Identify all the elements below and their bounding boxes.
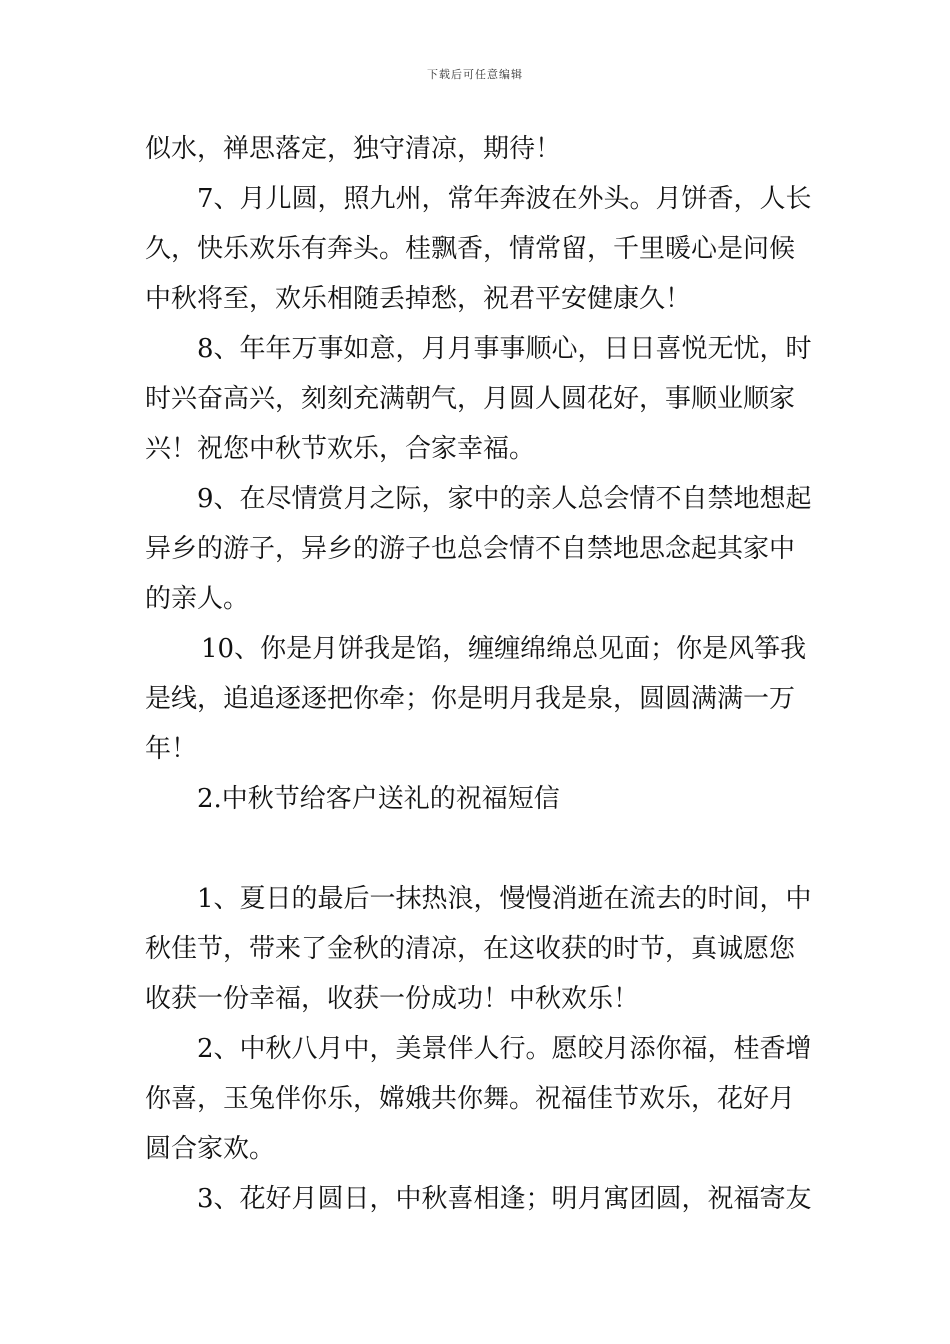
text-line: 7、月儿圆，照九州，常年奔波在外头。月饼香，人长 (197, 184, 812, 214)
text-line: 秋佳节，带来了金秋的清凉，在这收获的时节，真诚愿您 (145, 934, 796, 964)
text-line: 你喜，玉兔伴你乐，嫦娥共你舞。祝福佳节欢乐，花好月 (145, 1084, 796, 1114)
text-line: 8、年年万事如意，月月事事顺心，日日喜悦无忧，时 (197, 334, 812, 364)
text-line: 异乡的游子，异乡的游子也总会情不自禁地思念起其家中 (145, 534, 796, 564)
text-line: 时兴奋高兴，刻刻充满朝气，月圆人圆花好，事顺业顺家 (145, 384, 796, 414)
blank-line (145, 824, 815, 874)
text-line: 圆合家欢。 (145, 1134, 276, 1164)
text-line: 中秋将至，欢乐相随丢掉愁，祝君平安健康久！ (145, 284, 692, 314)
text-line: 1、夏日的最后一抹热浪，慢慢消逝在流去的时间，中 (197, 884, 812, 914)
text-line: 3、花好月圆日，中秋喜相逢；明月寓团圆，祝福寄友 (197, 1184, 812, 1214)
section-heading: 2.中秋节给客户送礼的祝福短信 (197, 784, 560, 814)
text-line: 是线，追追逐逐把你牵；你是明月我是泉，圆圆满满一万 (145, 684, 796, 714)
text-line: 收获一份幸福，收获一份成功！中秋欢乐！ (145, 984, 640, 1014)
page-header: 下载后可任意编辑 (427, 68, 523, 81)
text-line: 似水，禅思落定，独守清凉，期待！ (145, 134, 562, 164)
document-body (145, 124, 815, 1224)
text-line: 年！ (145, 734, 198, 764)
text-line: 久，快乐欢乐有奔头。桂飘香，情常留，千里暖心是问候 (145, 234, 796, 264)
text-line: 10、你是月饼我是馅，缠缠绵绵总见面；你是风筝我 (201, 634, 807, 664)
text-line: 的亲人。 (145, 584, 250, 614)
text-line: 2、中秋八月中，美景伴人行。愿皎月添你福，桂香增 (197, 1034, 812, 1064)
text-line: 兴！祝您中秋节欢乐，合家幸福。 (145, 434, 536, 464)
text-line: 9、在尽情赏月之际，家中的亲人总会情不自禁地想起 (197, 484, 812, 514)
